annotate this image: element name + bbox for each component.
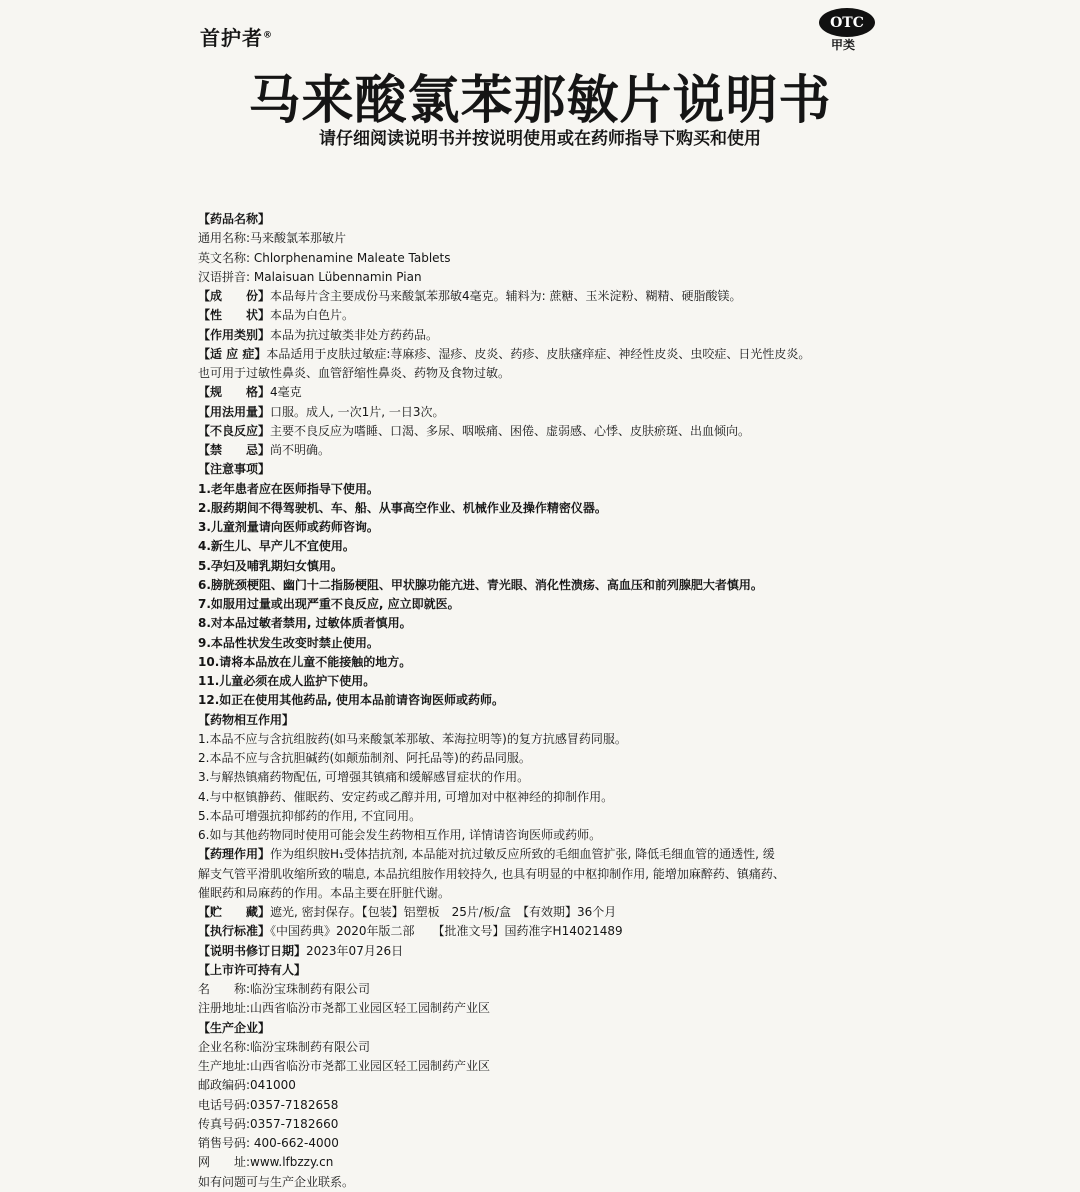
leaflet-line bbox=[198, 1173, 898, 1192]
leaflet-line bbox=[198, 788, 898, 807]
leaflet-line bbox=[198, 1115, 898, 1134]
line-text: 《中国药典》2020年版二部 【批准文号】国药准字H14021489 bbox=[270, 924, 623, 939]
line-text: 销售号码: 400-662-4000 bbox=[198, 1136, 339, 1150]
leaflet-line bbox=[198, 1076, 898, 1095]
line-text: 作为组织胺H₁受体拮抗剂, 本品能对抗过敏反应所致的毛细血管扩张, 降低毛细血管的通透性, 缓 bbox=[270, 847, 775, 862]
line-text: 1.老年患者应在医师指导下使用。 bbox=[198, 481, 379, 496]
document-title: 马来酸氯苯那敏片说明书 bbox=[248, 71, 832, 131]
leaflet-line bbox=[198, 287, 898, 306]
line-text: 生产地址:山西省临汾市尧都工业园区轻工园制药产业区 bbox=[198, 1059, 491, 1073]
line-text: 7.如服用过量或出现严重不良反应, 应立即就医。 bbox=[198, 597, 460, 611]
line-text: 解支气管平滑肌收缩所致的喘息, 本品抗组胺作用较持久, 也具有明显的中枢抑制作用, 能增加麻醉药、镇痛药、 bbox=[198, 866, 785, 881]
section-key: 【作用类别】 bbox=[198, 327, 271, 342]
leaflet-line bbox=[198, 460, 898, 479]
section-key: 【禁 忌】 bbox=[198, 443, 271, 457]
line-text: 【药物相互作用】 bbox=[198, 712, 295, 727]
leaflet-line bbox=[198, 364, 898, 383]
leaflet-line bbox=[198, 345, 898, 364]
leaflet-line bbox=[198, 980, 898, 999]
leaflet-line bbox=[198, 942, 898, 961]
leaflet-line bbox=[198, 537, 898, 556]
leaflet-line bbox=[198, 922, 898, 941]
leaflet-line bbox=[198, 672, 898, 691]
leaflet-line bbox=[198, 903, 898, 922]
line-text: 4.与中枢镇静药、催眠药、安定药或乙醇并用, 可增加对中枢神经的抑制作用。 bbox=[198, 789, 614, 804]
line-text: 3.儿童剂量请向医师或药师咨询。 bbox=[198, 520, 379, 534]
section-key: 【适 应 症】 bbox=[198, 346, 267, 361]
line-text: 邮政编码:041000 bbox=[198, 1078, 296, 1093]
leaflet-line bbox=[198, 826, 898, 845]
line-text: 通用名称:马来酸氯苯那敏片 bbox=[198, 231, 347, 246]
line-text: 本品为白色片。 bbox=[270, 308, 355, 323]
line-text: 注册地址:山西省临汾市尧都工业园区轻工园制药产业区 bbox=[198, 1001, 491, 1016]
line-text: 也可用于过敏性鼻炎、血管舒缩性鼻炎、药物及食物过敏。 bbox=[198, 366, 511, 380]
line-text: 如有问题可与生产企业联系。 bbox=[198, 1174, 355, 1189]
line-text: 【上市许可持有人】 bbox=[198, 962, 307, 977]
leaflet-line bbox=[198, 306, 898, 325]
leaflet-line bbox=[198, 711, 898, 730]
leaflet-line bbox=[198, 1153, 898, 1172]
line-text: 英文名称: Chlorphenamine Maleate Tablets bbox=[198, 250, 451, 265]
leaflet-line bbox=[198, 557, 898, 576]
line-text: 6.膀胱颈梗阻、幽门十二指肠梗阻、甲状腺功能亢进、青光眼、消化性溃疡、高血压和前列腺肥大者慎用。 bbox=[198, 577, 763, 592]
leaflet-line bbox=[198, 1019, 898, 1038]
leaflet-line bbox=[198, 1096, 898, 1115]
line-text: 传真号码:0357-7182660 bbox=[198, 1116, 339, 1131]
leaflet-line bbox=[198, 1134, 898, 1153]
line-text: 9.本品性状发生改变时禁止使用。 bbox=[198, 635, 379, 650]
section-key: 【药理作用】 bbox=[198, 847, 271, 862]
section-key: 【贮 藏】 bbox=[198, 905, 271, 919]
section-key: 【成 份】 bbox=[198, 289, 271, 303]
leaflet-line bbox=[198, 499, 898, 518]
registered-mark: ® bbox=[263, 30, 273, 41]
leaflet-line bbox=[198, 441, 898, 460]
otc-badge bbox=[819, 8, 875, 37]
leaflet-line bbox=[198, 999, 898, 1018]
line-text: 2.本品不应与含抗胆碱药(如颠茄制剂、阿托品等)的药品同服。 bbox=[198, 751, 531, 765]
line-text: 11.儿童必须在成人监护下使用。 bbox=[198, 674, 376, 688]
line-text: 电话号码:0357-7182658 bbox=[198, 1097, 339, 1112]
leaflet-line bbox=[198, 653, 898, 672]
line-text: 网 址:www.lfbzzy.cn bbox=[198, 1155, 334, 1170]
leaflet-body bbox=[198, 210, 898, 1192]
line-text: 1.本品不应与含抗组胺药(如马来酸氯苯那敏、苯海拉明等)的复方抗感冒药同服。 bbox=[198, 731, 627, 746]
line-text: 遮光, 密封保存。【包装】铝塑板 25片/板/盒 【有效期】36个月 bbox=[270, 905, 617, 919]
line-text: 4毫克 bbox=[270, 385, 302, 400]
leaflet-line bbox=[198, 634, 898, 653]
otc-label: OTC bbox=[830, 14, 864, 31]
leaflet-line bbox=[198, 865, 898, 884]
leaflet-line bbox=[198, 210, 898, 229]
leaflet-line bbox=[198, 480, 898, 499]
line-text: 3.与解热镇痛药物配伍, 可增强其镇痛和缓解感冒症状的作用。 bbox=[198, 770, 530, 785]
brand-name: 首护者 bbox=[200, 26, 263, 50]
line-text: 5.本品可增强抗抑郁药的作用, 不宜同用。 bbox=[198, 808, 422, 823]
section-key: 【不良反应】 bbox=[198, 423, 271, 438]
leaflet-line bbox=[198, 1038, 898, 1057]
leaflet-line bbox=[198, 383, 898, 402]
leaflet-line bbox=[198, 845, 898, 864]
line-text: 【生产企业】 bbox=[198, 1020, 271, 1035]
leaflet-line bbox=[198, 961, 898, 980]
line-text: 2.服药期间不得驾驶机、车、船、从事高空作业、机械作业及操作精密仪器。 bbox=[198, 500, 607, 515]
otc-class-label: 甲类 bbox=[831, 38, 856, 52]
line-text: 4.新生儿、早产儿不宜使用。 bbox=[198, 539, 355, 554]
line-text: 【注意事项】 bbox=[198, 462, 271, 477]
leaflet-line bbox=[198, 518, 898, 537]
line-text: 主要不良反应为嗜睡、口渴、多尿、咽喉痛、困倦、虚弱感、心悸、皮肤瘀斑、出血倾向。 bbox=[270, 423, 751, 438]
line-text: 企业名称:临汾宝珠制药有限公司 bbox=[198, 1039, 371, 1054]
leaflet-line bbox=[198, 403, 898, 422]
line-text: 本品为抗过敏类非处方药药品。 bbox=[270, 327, 439, 342]
brand-logo bbox=[200, 22, 273, 51]
line-text: 口服。成人, 一次1片, 一日3次。 bbox=[270, 404, 445, 419]
line-text: 12.如正在使用其他药品, 使用本品前请咨询医师或药师。 bbox=[198, 693, 504, 708]
section-key: 【用法用量】 bbox=[198, 404, 271, 419]
leaflet-line bbox=[198, 807, 898, 826]
section-key: 【说明书修订日期】 bbox=[198, 943, 307, 958]
section-key: 【执行标准】 bbox=[198, 924, 271, 939]
line-text: 尚不明确。 bbox=[270, 443, 331, 457]
leaflet-line bbox=[198, 691, 898, 710]
line-text: 10.请将本品放在儿童不能接触的地方。 bbox=[198, 654, 412, 669]
leaflet-line bbox=[198, 595, 898, 614]
section-key: 【规 格】 bbox=[198, 385, 271, 400]
line-text: 6.如与其他药物同时使用可能会发生药物相互作用, 详情请咨询医师或药师。 bbox=[198, 828, 602, 842]
leaflet-line bbox=[198, 576, 898, 595]
document-subtitle: 请仔细阅读说明书并按说明使用或在药师指导下购买和使用 bbox=[319, 129, 761, 149]
line-text: 催眠药和局麻药的作用。本品主要在肝脏代谢。 bbox=[198, 885, 451, 900]
leaflet-line bbox=[198, 422, 898, 441]
leaflet-line bbox=[198, 1057, 898, 1076]
line-text: 名 称:临汾宝珠制药有限公司 bbox=[198, 982, 371, 996]
line-text: 本品适用于皮肤过敏症:荨麻疹、湿疹、皮炎、药疹、皮肤瘙痒症、神经性皮炎、虫咬症、日光性皮炎。 bbox=[266, 346, 811, 361]
section-key: 【性 状】 bbox=[198, 308, 271, 323]
leaflet-line bbox=[198, 730, 898, 749]
line-text: 5.孕妇及哺乳期妇女慎用。 bbox=[198, 558, 343, 573]
leaflet-line bbox=[198, 229, 898, 248]
leaflet-line bbox=[198, 614, 898, 633]
line-text: 汉语拼音: Malaisuan Lübennamin Pian bbox=[198, 269, 422, 284]
line-text: 8.对本品过敏者禁用, 过敏体质者慎用。 bbox=[198, 616, 412, 631]
line-text: 【药品名称】 bbox=[198, 212, 271, 226]
leaflet-line bbox=[198, 268, 898, 287]
leaflet-line bbox=[198, 249, 898, 268]
line-text: 本品每片含主要成份马来酸氯苯那敏4毫克。辅料为: 蔗糖、玉米淀粉、糊精、硬脂酸镁。 bbox=[270, 289, 742, 303]
line-text: 2023年07月26日 bbox=[306, 943, 404, 958]
leaflet-line bbox=[198, 326, 898, 345]
leaflet-line bbox=[198, 768, 898, 787]
leaflet-line bbox=[198, 884, 898, 903]
leaflet-line bbox=[198, 749, 898, 768]
